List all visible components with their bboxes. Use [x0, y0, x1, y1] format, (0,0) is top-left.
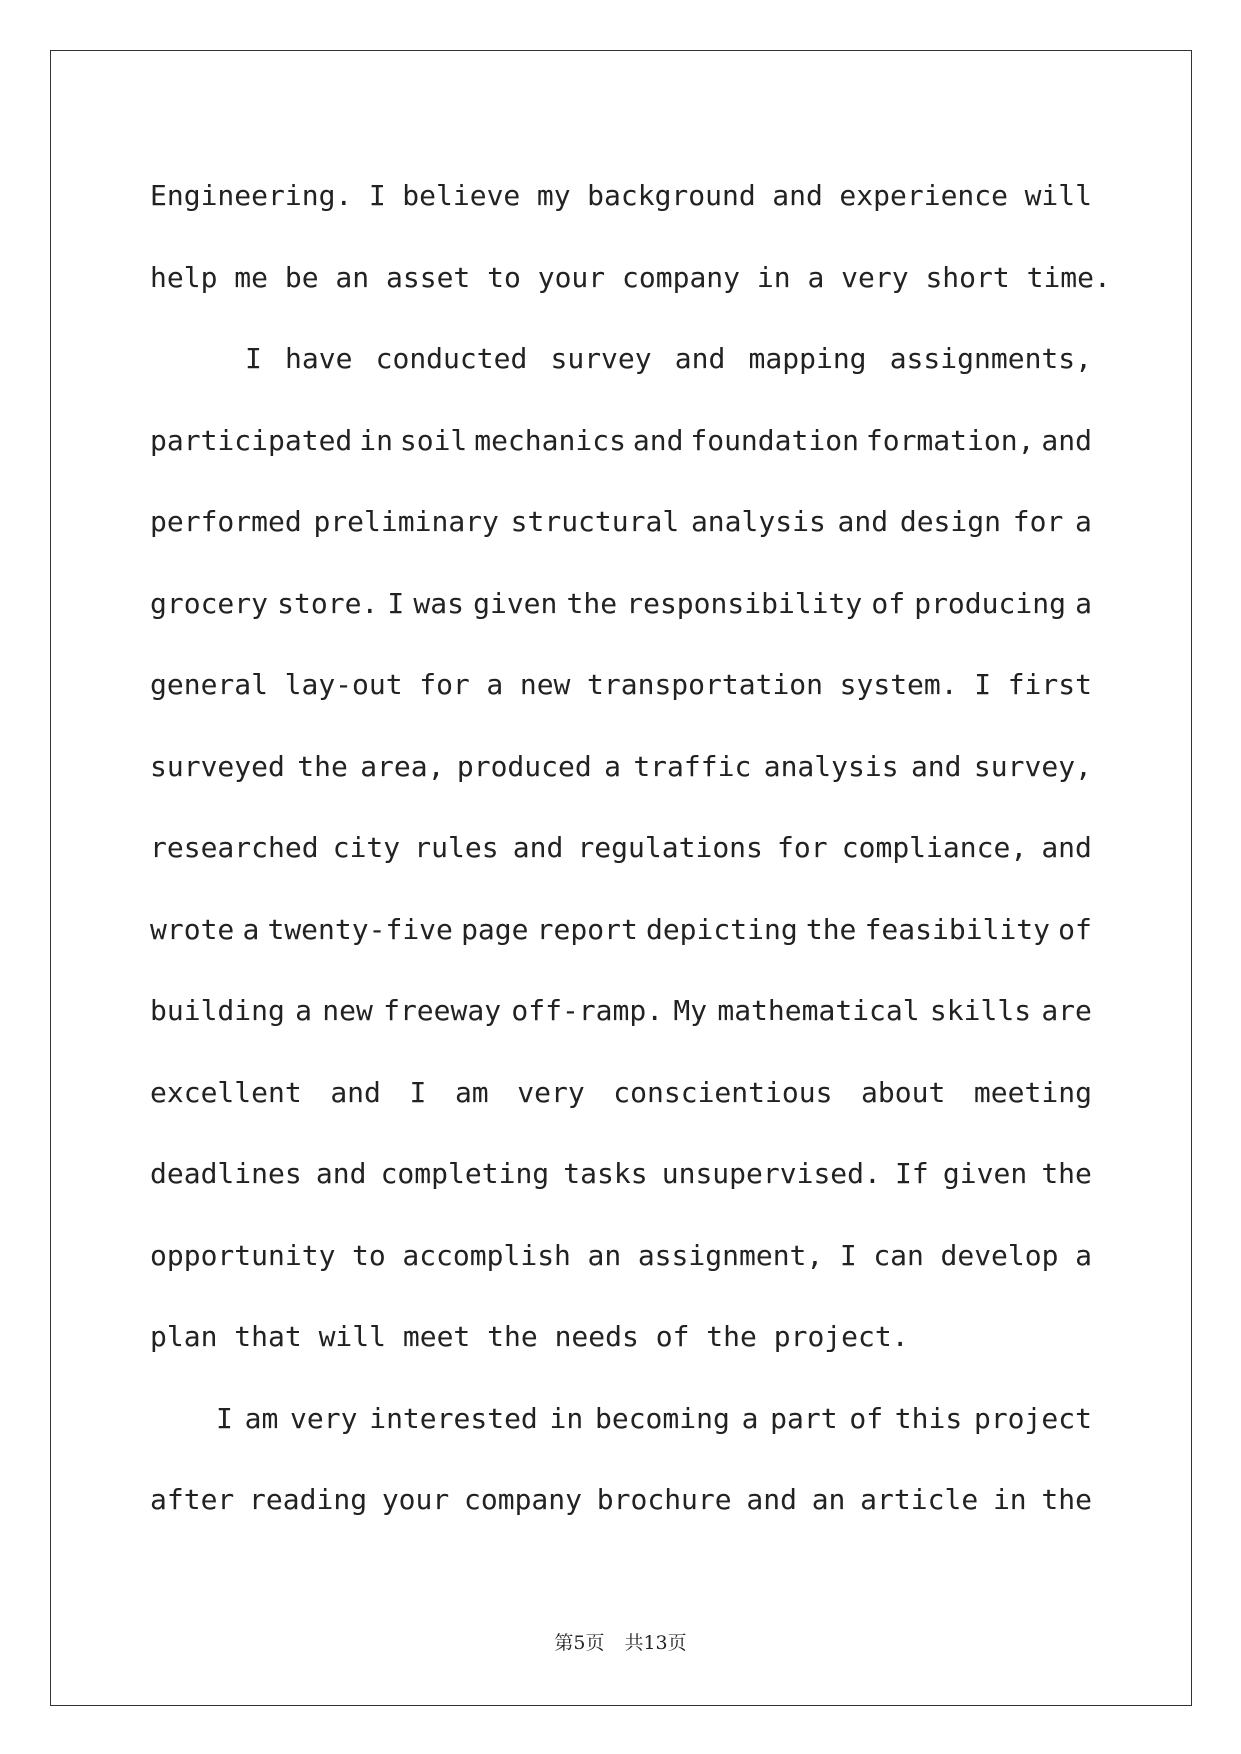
- word: my: [536, 179, 571, 212]
- word: I: [409, 1075, 427, 1109]
- word: conscientious: [613, 1075, 833, 1109]
- word: project: [973, 1401, 1092, 1435]
- word: transportation: [587, 668, 824, 701]
- word: researched: [150, 831, 319, 864]
- word: I: [974, 668, 992, 701]
- word: a: [486, 668, 504, 701]
- word: I: [387, 586, 405, 620]
- word: off-ramp.: [511, 994, 664, 1027]
- word: soil: [399, 423, 468, 457]
- word: are: [1041, 994, 1092, 1027]
- word: for: [419, 668, 470, 701]
- word: have: [285, 342, 353, 375]
- word: mapping: [748, 342, 867, 375]
- word: your: [381, 1483, 450, 1516]
- word: and: [330, 1075, 381, 1109]
- word: for: [777, 831, 828, 864]
- word: system.: [839, 668, 958, 701]
- word: I: [216, 1401, 233, 1435]
- word: in: [549, 1401, 584, 1435]
- word: compliance,: [841, 831, 1028, 864]
- word: general: [150, 668, 269, 701]
- text-line: [150, 1052, 1092, 1134]
- word: about: [861, 1075, 946, 1109]
- word: rules: [414, 831, 499, 864]
- word: assignment,: [637, 1238, 824, 1272]
- text-line: [150, 1133, 1092, 1215]
- word: given: [942, 1157, 1028, 1190]
- word: survey,: [973, 749, 1092, 783]
- word: freeway: [383, 994, 502, 1027]
- word: part: [770, 1401, 838, 1435]
- word: for: [1012, 505, 1064, 538]
- word: am: [244, 1401, 279, 1435]
- word: develop: [940, 1238, 1059, 1272]
- text-line: [150, 318, 1092, 400]
- word: and: [512, 831, 564, 864]
- word: My: [673, 994, 708, 1027]
- word: building: [150, 994, 285, 1027]
- word: produced: [456, 749, 592, 783]
- word: deadlines: [150, 1157, 302, 1190]
- word: responsibility: [626, 586, 863, 620]
- word: interested: [369, 1401, 538, 1435]
- word: background: [587, 179, 756, 212]
- text-line: [150, 889, 1092, 971]
- word: If: [895, 1157, 929, 1190]
- word: an: [811, 1483, 846, 1516]
- word: reading: [249, 1483, 368, 1516]
- word: company: [464, 1483, 583, 1516]
- word: will: [1024, 179, 1092, 212]
- word: new: [519, 668, 571, 701]
- text-line: [150, 155, 1092, 237]
- word: new: [322, 994, 373, 1027]
- word: tasks: [563, 1157, 648, 1190]
- word: the: [1041, 1483, 1092, 1516]
- word: to: [352, 1238, 386, 1272]
- word: of: [849, 1401, 884, 1435]
- document-body: [150, 155, 1111, 1541]
- word: mathematical: [717, 994, 920, 1027]
- word: area,: [360, 749, 445, 783]
- word: an: [587, 1238, 622, 1272]
- word: store.: [277, 586, 379, 620]
- text-line: [150, 1459, 1092, 1541]
- word: participated: [150, 423, 353, 457]
- word: and: [674, 342, 726, 375]
- word: a: [741, 1401, 759, 1435]
- word: brochure: [596, 1483, 732, 1516]
- text-line: [150, 726, 1092, 808]
- word: very: [517, 1075, 585, 1109]
- text-line: help me be an asset to your company in a very short time.: [150, 260, 1111, 294]
- word: first: [1007, 668, 1092, 701]
- word: and: [746, 1483, 797, 1516]
- word: was: [413, 586, 464, 620]
- word: a: [1075, 1238, 1092, 1272]
- word: opportunity: [150, 1238, 336, 1272]
- word: I: [839, 1238, 857, 1272]
- text-line: [150, 1378, 1092, 1460]
- word: accomplish: [402, 1238, 571, 1272]
- word: structural: [510, 505, 680, 538]
- word: city: [332, 831, 401, 864]
- word: completing: [380, 1157, 550, 1190]
- word: and: [772, 179, 823, 212]
- text-line: [150, 400, 1092, 482]
- word: after: [150, 1483, 235, 1516]
- word: surveyed: [150, 749, 285, 783]
- word: preliminary: [313, 505, 499, 538]
- word: conducted: [375, 342, 528, 375]
- word: the: [1041, 1157, 1092, 1190]
- word: and: [1041, 423, 1092, 457]
- word: twenty-five: [267, 912, 453, 946]
- page-number: 第5页: [554, 1632, 605, 1654]
- word: a: [295, 994, 312, 1027]
- word: formation,: [865, 423, 1035, 457]
- text-line: [150, 1215, 1092, 1297]
- word: the: [297, 749, 348, 783]
- word: believe: [402, 179, 521, 212]
- word: I: [368, 179, 386, 212]
- word: and: [632, 423, 684, 457]
- text-line: [150, 644, 1092, 726]
- word: the: [805, 912, 857, 946]
- word: a: [1075, 586, 1092, 620]
- word: and: [837, 505, 889, 538]
- word: a: [1075, 505, 1092, 538]
- word: meeting: [973, 1075, 1092, 1109]
- word: and: [910, 749, 962, 783]
- text-line: [150, 807, 1092, 889]
- page-total: 共13页: [624, 1632, 687, 1654]
- word: article: [860, 1483, 979, 1516]
- word: report: [536, 912, 638, 946]
- word: this: [894, 1401, 963, 1435]
- text-line: [150, 481, 1092, 563]
- word: very: [290, 1401, 358, 1435]
- word: analysis: [690, 505, 826, 538]
- word: skills: [929, 994, 1032, 1027]
- word: the: [566, 586, 618, 620]
- word: mechanics: [474, 423, 626, 457]
- word: of: [871, 586, 906, 620]
- word: am: [454, 1075, 489, 1109]
- word: a: [242, 912, 260, 946]
- text-line: [150, 563, 1092, 645]
- word: can: [873, 1238, 924, 1272]
- word: page: [461, 912, 529, 946]
- word: in: [359, 423, 393, 457]
- word: excellent: [150, 1075, 302, 1109]
- word: in: [992, 1483, 1027, 1516]
- word: becoming: [594, 1401, 730, 1435]
- word: producing: [914, 586, 1066, 620]
- word: traffic: [633, 749, 752, 783]
- word: given: [473, 586, 558, 620]
- word: experience: [839, 179, 1008, 212]
- word: Engineering.: [150, 179, 353, 212]
- word: depicting: [645, 912, 798, 946]
- word: assignments,: [889, 342, 1092, 375]
- word: foundation: [690, 423, 859, 457]
- word: lay-out: [284, 668, 403, 701]
- word: survey: [550, 342, 652, 375]
- word: and: [1041, 831, 1092, 864]
- word: and: [315, 1157, 367, 1190]
- word: of: [1058, 912, 1092, 946]
- word: performed: [150, 505, 302, 538]
- word: design: [899, 505, 1001, 538]
- word: wrote: [150, 912, 235, 946]
- word: a: [604, 749, 621, 783]
- word: I: [245, 342, 262, 375]
- text-line: [150, 970, 1092, 1052]
- word: feasibility: [864, 912, 1051, 946]
- text-line: plan that will meet the needs of the project.: [150, 1320, 909, 1353]
- word: unsupervised.: [661, 1157, 881, 1190]
- page-footer: [0, 1628, 1241, 1655]
- word: grocery: [150, 586, 269, 620]
- word: regulations: [577, 831, 763, 864]
- word: analysis: [763, 749, 899, 783]
